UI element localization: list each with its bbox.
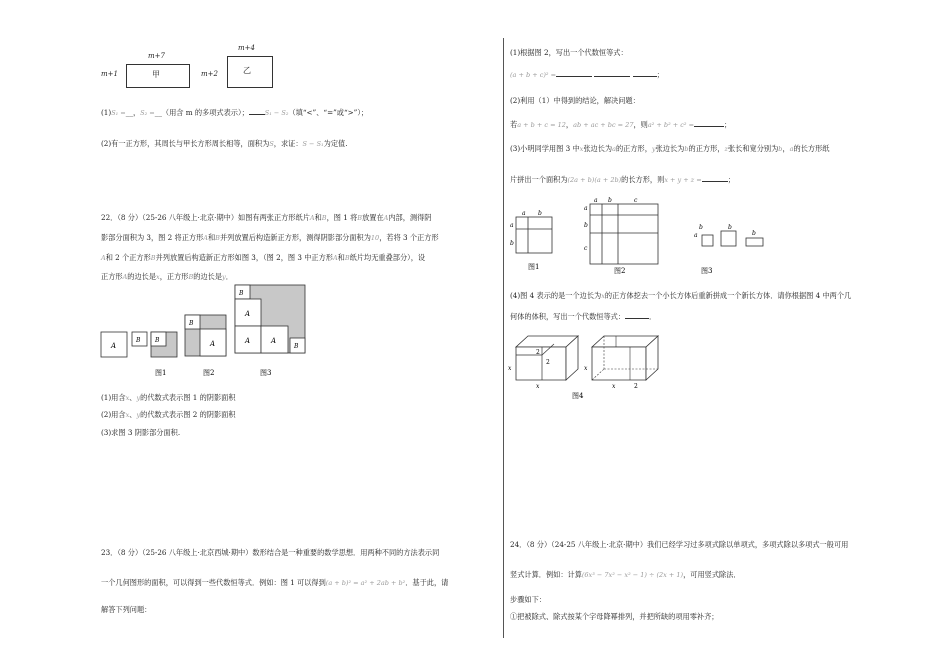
p22-fig2-caption: 图2 — [203, 369, 215, 377]
p22-fig1-label-b: B — [136, 337, 141, 344]
p23-line-2: 一个几何图形的面积，可以得到一些代数恒等式．例如：图 1 可以得到(a + b)² = a² + 2ab + b²．基于此，请 — [101, 578, 449, 587]
r-fig2-a-side: a — [584, 205, 588, 212]
p22-sub-1: (1)用含x、y的代数式表示图 1 的阴影面积 — [101, 393, 236, 402]
p23-line-1: 23．（8 分）（25-26 八年级上·北京西城·期中）数形结合是一种重要的数学思想．用两种不同的方法表示同 — [101, 548, 440, 557]
jia-top-label: m+7 — [148, 52, 165, 60]
r-fig1-a-top: a — [522, 210, 526, 217]
r-fig2-b-top: b — [608, 197, 612, 204]
r-fig2-square — [590, 204, 658, 264]
p22-line-1: 22．（8 分）（25-26 八年级上·北京·期中）如图有两张正方形纸片A和B，图 1 将B放置在A内部，测得阴 — [101, 213, 432, 222]
r-question-4-line-1: (4)图 4 表示的是一个边长为x的正方体挖去一个小长方体后重新拼成一个新长方体．请你根据图 4 中两个几 — [510, 291, 852, 300]
r-fig2-c-top: c — [634, 197, 638, 204]
r-fig3-caption: 图3 — [701, 267, 713, 275]
r-fig4-left-x-side: x — [508, 365, 512, 372]
r-question-3-line-2: 片拼出一个面积为(2a + b)(a + 2b)的长方形，则x + y + z = ； — [510, 175, 735, 184]
p22-sub-3: (3)求图 3 阴影部分面积. — [101, 428, 181, 437]
r-question-2-body: 若a + b + c = 12，ab + ac + bc = 27，则a² + b² + c² = ； — [510, 120, 732, 129]
p22-fig3-caption: 图3 — [260, 369, 272, 377]
p22-fig3-b2-label: B — [294, 343, 299, 350]
question-1: (1)S₁ =__，S₂ =__（用含 m 的多项式表示）； S₁ − S₂（填“<”、“=”或“>”）； — [101, 108, 369, 117]
question-2: (2)有一正方形，其周长与甲长方形周长相等，面积为S，求证：S − S₁为定值. — [101, 139, 348, 148]
p22-line-2: 影部分面积为 3，图 2 将正方形A和B并列放置后构造新正方形，测得阴影部分面积为10，若将 3 个正方形 — [101, 233, 439, 242]
r-fig1-b-side: b — [510, 240, 514, 247]
jia-label: 甲 — [152, 70, 160, 79]
r-fig2-c-side: c — [584, 245, 588, 252]
p24-line-1: 24．（8 分）（24-25 八年级上·北京·期中）我们已经学习过多项式除以单项式，多项式除以多项式一般可用 — [510, 540, 849, 549]
r-fig4-right-x-side: x — [584, 365, 588, 372]
r-figure-4 — [506, 322, 676, 402]
p22-fig3-a2-label: A — [245, 337, 251, 345]
r-fig3-big-square — [721, 231, 736, 246]
r-fig4-right-2: 2 — [634, 383, 638, 390]
r-figures-1-3 — [506, 195, 766, 280]
r-fig4-right-x-bottom: x — [612, 383, 616, 390]
r-fig3-b-label-2: b — [728, 224, 732, 231]
r-fig1-caption: 图1 — [528, 263, 540, 271]
p22-fig3-a1-label: A — [245, 310, 251, 318]
p22-fig2-label-a: A — [210, 340, 216, 348]
p22-line-3: A和 2 个正方形B并列放置后构造新正方形如图 3，（图 2，图 3 中正方形A和B纸片均无重叠部分），设 — [101, 253, 426, 262]
p23-line-3: 解答下列问题： — [101, 605, 152, 614]
r-fig3-b-label-3: b — [752, 230, 756, 237]
r-question-1-answer: (a + b + c)² = ； — [510, 70, 664, 79]
r-fig4-left-x-bottom: x — [536, 383, 540, 390]
r-fig4-caption: 图4 — [572, 392, 584, 400]
p22-figures — [95, 282, 315, 382]
r-fig3-rectangle — [746, 238, 763, 246]
p22-fig2-label-b: B — [189, 320, 194, 327]
r-fig1-square — [516, 217, 552, 253]
jia-side-label: m+1 — [101, 70, 118, 78]
yi-side-label: m+2 — [201, 70, 218, 78]
r-fig1-b-top: b — [538, 210, 542, 217]
p22-fig3-b1-label: B — [239, 290, 244, 297]
r-fig4-left-2b: 2 — [546, 359, 550, 366]
r-fig1-a-side: a — [510, 222, 514, 229]
r-fig2-caption: 图2 — [614, 267, 626, 275]
r-question-1: (1)根据图 2，写出一个代数恒等式： — [510, 48, 628, 57]
p24-line-2: 竖式计算．例如：计算(6x³ − 7x² − x² − 1) ÷ (2x + 1)，可用竖式除法． — [510, 570, 741, 579]
r-fig3-b-label-1: b — [699, 224, 703, 231]
p22-fig3-a3-label: A — [271, 337, 277, 345]
yi-label: 乙 — [243, 66, 251, 75]
r-fig2-a-top: a — [594, 197, 598, 204]
column-divider — [503, 38, 504, 638]
p22-line-4: 正方形A的边长是x，正方形B的边长是y． — [101, 272, 233, 281]
r-question-3-line-1: (3)小明同学用图 3 中x张边长为a的正方形，y张边长为b的正方形，z张长和宽分别为b，a的长方形纸 — [510, 144, 830, 153]
p22-fig1-caption: 图1 — [155, 369, 167, 377]
r-fig3-small-square — [702, 235, 713, 246]
r-fig2-b-side: b — [584, 222, 588, 229]
yi-top-label: m+4 — [238, 44, 255, 52]
p24-line-3: 步骤如下： — [510, 595, 546, 604]
r-fig3-a-label: a — [694, 232, 698, 239]
r-question-4-line-2: 何体的体积，写出一个代数恒等式： ． — [510, 312, 657, 321]
p24-line-4: ①把被除式、除式按某个字母降幂排列，并把所缺的项用零补齐； — [510, 612, 719, 621]
p22-fig1-inner-label-b: B — [155, 337, 160, 344]
p22-fig1-label-a: A — [111, 342, 117, 350]
r-fig4-left-2a: 2 — [536, 349, 540, 356]
p22-sub-2: (2)用含x、y的代数式表示图 2 的阴影面积 — [101, 410, 236, 419]
r-question-2: (2)利用（1）中得到的结论，解决问题： — [510, 96, 640, 105]
